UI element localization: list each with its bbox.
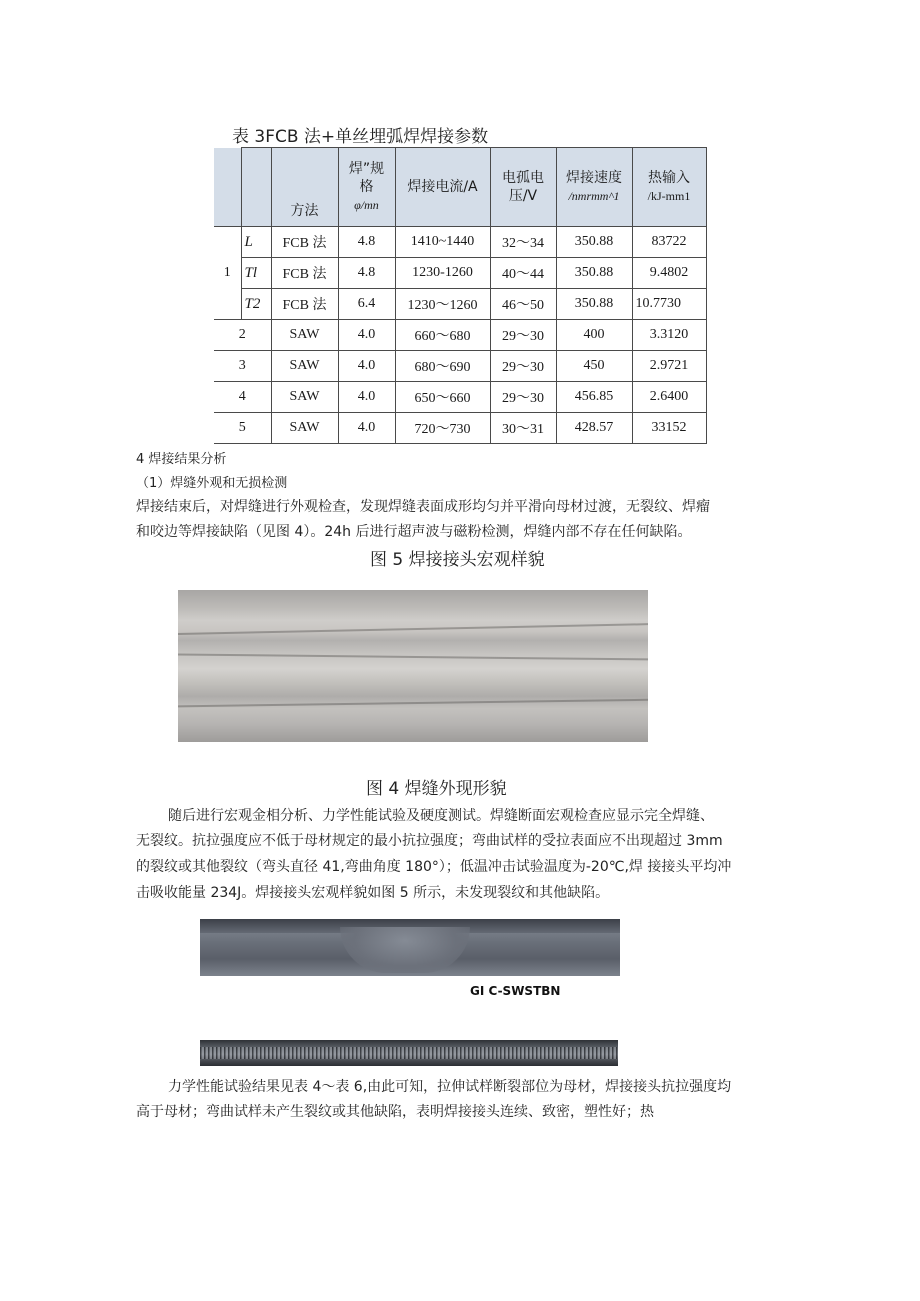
row-spec: 6.4 — [338, 289, 395, 320]
row-speed: 456.85 — [556, 382, 632, 413]
row-current: 1410~1440 — [395, 227, 490, 258]
header-current-label: 焊接电流/A — [407, 179, 478, 195]
header-voltage-line2: 压/V — [508, 188, 538, 204]
row-spec: 4.0 — [338, 413, 395, 444]
row-current: 660～680 — [395, 320, 490, 351]
row-method: SAW — [271, 413, 338, 444]
row-current: 1230-1260 — [395, 258, 490, 289]
row-heat: 2.6400 — [632, 382, 706, 413]
row-voltage: 29～30 — [490, 351, 556, 382]
paragraph-1-line-2: 和咬边等焊接缺陷（见图 4）。24h 后进行超声波与磁粉检测，焊缝内部不存在任何缺陷。 — [136, 524, 692, 540]
row-spec: 4.0 — [338, 382, 395, 413]
weld-bead-upper-edge — [178, 623, 648, 636]
row-method: SAW — [271, 382, 338, 413]
header-sub-cell — [241, 148, 271, 227]
row-method: SAW — [271, 320, 338, 351]
row-method: SAW — [271, 351, 338, 382]
header-heat — [632, 148, 706, 227]
row-no: 2 — [214, 320, 271, 351]
weld-strip-photo — [200, 1040, 618, 1066]
header-voltage — [490, 148, 556, 227]
table-row — [214, 351, 706, 382]
table-row — [214, 227, 706, 258]
header-heat-unit: /kJ-mm1 — [647, 189, 691, 203]
row-voltage: 32～34 — [490, 227, 556, 258]
weld-strip-ripples — [200, 1047, 618, 1059]
header-spec-unit: φ/mn — [354, 198, 379, 212]
paragraph-3-line-1: 力学性能试验结果见表 4～表 6,由此可知，拉伸试样断裂部位为母材，焊接接头抗拉强度均 — [168, 1079, 732, 1095]
paragraph-1-line-1: 焊接结束后，对焊缝进行外观检查，发现焊缝表面成形均匀并平滑向母材过渡，无裂纹、焊瘤 — [136, 499, 710, 515]
paragraph-2-line-3: 的裂纹或其他裂纹（弯头直径 41,弯曲角度 180°）；低温冲击试验温度为-20℃,焊 接接头平均冲 — [136, 859, 732, 875]
row-heat: 3.3120 — [632, 320, 706, 351]
figure-4-caption: 图 4 焊缝外现形貌 — [366, 779, 507, 799]
row-heat: 10.7730 — [632, 289, 706, 320]
row-voltage: 29～30 — [490, 382, 556, 413]
table-row — [214, 413, 706, 444]
paragraph-2-line-1: 随后进行宏观金相分析、力学性能试验及硬度测试。焊缝断面宏观检查应显示完全焊缝、 — [168, 808, 714, 824]
welding-parameters-table — [214, 147, 707, 444]
header-spec — [338, 148, 395, 227]
paragraph-2-line-4: 击吸收能量 234J。焊接接头宏观样貌如图 5 所示，未发现裂纹和其他缺陷。 — [136, 885, 610, 901]
row-speed: 400 — [556, 320, 632, 351]
header-spec-line2: 格 — [359, 179, 374, 195]
row-voltage: 40～44 — [490, 258, 556, 289]
table-row — [214, 258, 706, 289]
header-speed — [556, 148, 632, 227]
row-sub-label: L — [241, 227, 271, 258]
row-heat: 33152 — [632, 413, 706, 444]
header-heat-line1: 热输入 — [648, 170, 690, 186]
row-heat: 83722 — [632, 227, 706, 258]
row-group-no-label: 1 — [223, 265, 231, 280]
row-method: FCB 法 — [271, 258, 338, 289]
header-voltage-line1: 电孤电 — [502, 170, 544, 186]
row-heat: 9.4802 — [632, 258, 706, 289]
header-no-cell — [214, 148, 241, 227]
row-current: 680～690 — [395, 351, 490, 382]
row-method: FCB 法 — [271, 289, 338, 320]
header-current — [395, 148, 490, 227]
table-title: 表 3FCB 法+单丝埋弧焊焊接参数 — [232, 127, 489, 147]
section-subheading: （1）焊缝外观和无损检测 — [136, 476, 288, 491]
figure-5-caption: 图 5 焊接接头宏观样貌 — [370, 550, 545, 570]
row-spec: 4.8 — [338, 258, 395, 289]
header-speed-line1: 焊接速度 — [566, 170, 622, 186]
table-header-row — [214, 148, 706, 227]
section-heading: 4 焊接结果分析 — [136, 452, 227, 467]
row-no: 4 — [214, 382, 271, 413]
header-spec-line1: 焊”规 — [348, 161, 385, 177]
weld-macro-photo — [200, 919, 620, 976]
macro-weld-zone — [340, 927, 470, 973]
row-sub-label: Tl — [241, 258, 271, 289]
row-heat: 2.9721 — [632, 351, 706, 382]
paragraph-3-line-2: 高于母材；弯曲试样未产生裂纹或其他缺陷，表明焊接接头连续、致密，塑性好；热 — [136, 1104, 654, 1120]
row-method: FCB 法 — [271, 227, 338, 258]
header-method-label: 方法 — [290, 203, 319, 219]
paragraph-2-line-2: 无裂纹。抗拉强度应不低于母材规定的最小抗拉强度；弯曲试样的受拉表面应不出现超过 3mm — [136, 833, 723, 849]
figure-code-label: GI C-SWSTBN — [470, 984, 561, 998]
table-row — [214, 320, 706, 351]
row-voltage: 46～50 — [490, 289, 556, 320]
weld-surface-photo — [178, 590, 648, 742]
row-current: 720～730 — [395, 413, 490, 444]
row-sub-label: T2 — [241, 289, 271, 320]
weld-bead-middle-line — [178, 653, 648, 660]
row-spec: 4.0 — [338, 320, 395, 351]
weld-bead-lower-edge — [178, 698, 648, 707]
row-speed: 428.57 — [556, 413, 632, 444]
row-speed: 350.88 — [556, 258, 632, 289]
row-spec: 4.8 — [338, 227, 395, 258]
row-speed: 350.88 — [556, 227, 632, 258]
row-voltage: 29～30 — [490, 320, 556, 351]
row-group-no — [214, 227, 241, 320]
row-voltage: 30～31 — [490, 413, 556, 444]
table-row — [214, 382, 706, 413]
row-no: 5 — [214, 413, 271, 444]
row-spec: 4.0 — [338, 351, 395, 382]
row-speed: 450 — [556, 351, 632, 382]
row-speed: 350.88 — [556, 289, 632, 320]
row-current: 650～660 — [395, 382, 490, 413]
row-current: 1230～1260 — [395, 289, 490, 320]
header-speed-unit: /nmrmm^1 — [568, 189, 620, 203]
table-row — [214, 289, 706, 320]
row-no: 3 — [214, 351, 271, 382]
header-method — [271, 148, 338, 227]
